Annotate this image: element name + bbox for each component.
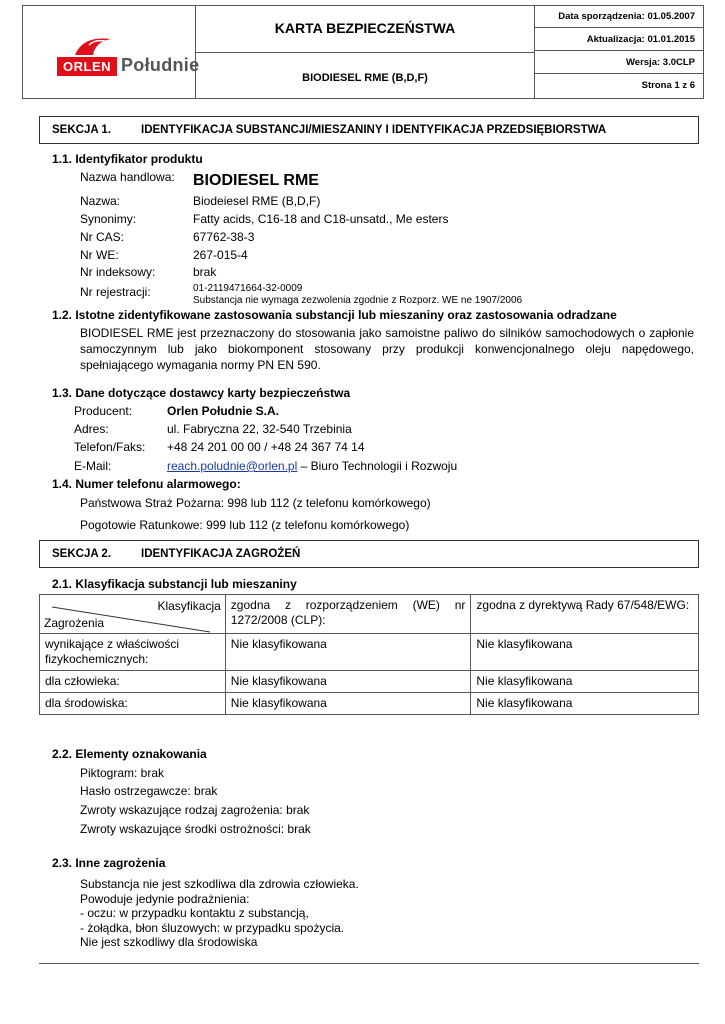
classification-table	[39, 594, 699, 715]
table-column-header: zgodna z rozporządzeniem (WE) nr 1272/2008 (CLP):	[225, 595, 471, 634]
corner-bottom-label: Zagrożenia	[44, 616, 105, 630]
label-element-line: Zwroty wskazujące środki ostrożności: brak	[80, 822, 311, 836]
other-hazard-line: Powoduje jedynie podrażnienia:	[80, 892, 250, 906]
table-row	[40, 634, 699, 671]
table-column-header: zgodna z dyrektywą Rady 67/548/EWG:	[471, 595, 699, 634]
table-row-label: dla człowieka:	[40, 671, 226, 693]
table-row-label: wynikające z właściwości fizykochemicznych:	[40, 634, 226, 671]
field-value: brak	[193, 265, 217, 279]
label-element-line: Piktogram: brak	[80, 766, 165, 780]
label-element-line: Zwroty wskazujące rodzaj zagrożenia: brak	[80, 803, 310, 817]
field-value: Fatty acids, C16-18 and C18-unsatd., Me esters	[193, 212, 449, 226]
field-value: Biodeiesel RME (B,D,F)	[193, 194, 321, 208]
other-hazard-line: Nie jest szkodliwy dla środowiska	[80, 935, 258, 949]
subsection-1-1-title: 1.1. Identyfikator produktu	[52, 152, 203, 166]
table-cell: Nie klasyfikowana	[225, 634, 471, 671]
logo-cell	[23, 6, 200, 98]
logo-name: Południe	[121, 55, 200, 75]
subsection-1-3-title: 1.3. Dane dotyczące dostawcy karty bezpieczeństwa	[52, 386, 351, 400]
document-subtitle: BIODIESEL RME (B,D,F)	[196, 53, 535, 98]
field-label: Nr WE:	[80, 248, 119, 262]
phone-value: +48 24 201 00 00 / +48 24 367 74 14	[167, 440, 365, 454]
table-cell: Nie klasyfikowana	[225, 693, 471, 715]
field-label: Nazwa:	[80, 194, 121, 208]
subsection-2-2-title: 2.2. Elementy oznakowania	[52, 747, 207, 761]
trade-name-label: Nazwa handlowa:	[80, 170, 175, 184]
email-suffix: – Biuro Technologii i Rozwoju	[300, 459, 458, 473]
subsection-1-2-title: 1.2. Istotne zidentyfikowane zastosowania substancji lub mieszaniny oraz zastosowania odradzane	[52, 308, 617, 322]
section-number: SEKCJA 1.	[52, 124, 112, 136]
table-header-row	[40, 595, 699, 634]
section-1-header	[39, 116, 699, 144]
producer-label: Producent:	[74, 404, 133, 418]
field-label: Synonimy:	[80, 212, 137, 226]
email-label: E-Mail:	[74, 459, 112, 473]
table-corner-cell	[40, 595, 226, 634]
page-number: Strona 1 z 6	[641, 80, 695, 91]
registration-note: Substancja nie wymaga zezwolenia zgodnie z Rozporz. WE ne 1907/2006	[193, 295, 523, 306]
email-line	[167, 459, 457, 473]
document-header	[22, 5, 704, 99]
date-created: Data sporządzenia: 01.05.2007	[535, 6, 703, 28]
phone-label: Telefon/Faks:	[74, 440, 146, 454]
uses-paragraph: BIODIESEL RME jest przeznaczony do stosowania jako samoistne paliwo do silników samochodowych o zapłonie samoczynnym lub jako biokomponent stosowany przy produkcji konwencjonalnego oleju napędowego, spełniającego wymagania normy PN EN 590.	[80, 326, 694, 372]
section-number: SEKCJA 2.	[52, 548, 112, 560]
other-hazard-line: - żołądka, błon śluzowych: w przypadku spożycia.	[80, 921, 345, 935]
table-row-label: dla środowiska:	[40, 693, 226, 715]
subsection-2-3-title: 2.3. Inne zagrożenia	[52, 856, 166, 870]
field-label: Nr CAS:	[80, 230, 125, 244]
field-value: 267-015-4	[193, 248, 248, 262]
section-title: IDENTYFIKACJA SUBSTANCJI/MIESZANINY I IDENTYFIKACJA PRZEDSIĘBIORSTWA	[141, 124, 607, 136]
section-title: IDENTYFIKACJA ZAGROŻEŃ	[141, 548, 301, 560]
trade-name-value: BIODIESEL RME	[193, 172, 319, 189]
alarm-ambulance: Pogotowie Ratunkowe: 999 lub 112 (z telefonu komórkowego)	[80, 518, 410, 532]
version: Wersja: 3.0CLP	[535, 52, 703, 74]
subsection-1-4-title: 1.4. Numer telefonu alarmowego:	[52, 477, 241, 491]
table-cell: Nie klasyfikowana	[225, 671, 471, 693]
table-cell: Nie klasyfikowana	[471, 671, 699, 693]
section-2-header	[39, 540, 699, 568]
table-row	[40, 693, 699, 715]
table-cell: Nie klasyfikowana	[471, 634, 699, 671]
page-bottom-divider	[39, 963, 699, 964]
update-date: Aktualizacja: 01.01.2015	[535, 29, 703, 51]
address-value: ul. Fabryczna 22, 32-540 Trzebinia	[167, 422, 352, 436]
producer-value: Orlen Południe S.A.	[167, 404, 280, 418]
eagle-icon	[71, 35, 115, 57]
field-value: 67762-38-3	[193, 230, 255, 244]
table-cell: Nie klasyfikowana	[471, 693, 699, 715]
alarm-fire: Państwowa Straż Pożarna: 998 lub 112 (z telefonu komórkowego)	[80, 496, 431, 510]
other-hazard-line: - oczu: w przypadku kontaktu z substancją,	[80, 906, 309, 920]
field-label: Nr indeksowy:	[80, 265, 156, 279]
registration-value: 01-2119471664-32-0009	[193, 283, 303, 294]
corner-top-label: Klasyfikacja	[157, 599, 221, 613]
table-row	[40, 671, 699, 693]
logo-brand: ORLEN	[57, 57, 117, 76]
document-title: KARTA BEZPIECZEŃSTWA	[196, 6, 535, 53]
registration-label: Nr rejestracji:	[80, 285, 151, 299]
label-element-line: Hasło ostrzegawcze: brak	[80, 784, 218, 798]
other-hazard-line: Substancja nie jest szkodliwa dla zdrowia człowieka.	[80, 877, 359, 891]
address-label: Adres:	[74, 422, 109, 436]
email-link[interactable]: reach.poludnie@orlen.pl	[167, 459, 298, 473]
subsection-2-1-title: 2.1. Klasyfikacja substancji lub mieszaniny	[52, 577, 297, 591]
